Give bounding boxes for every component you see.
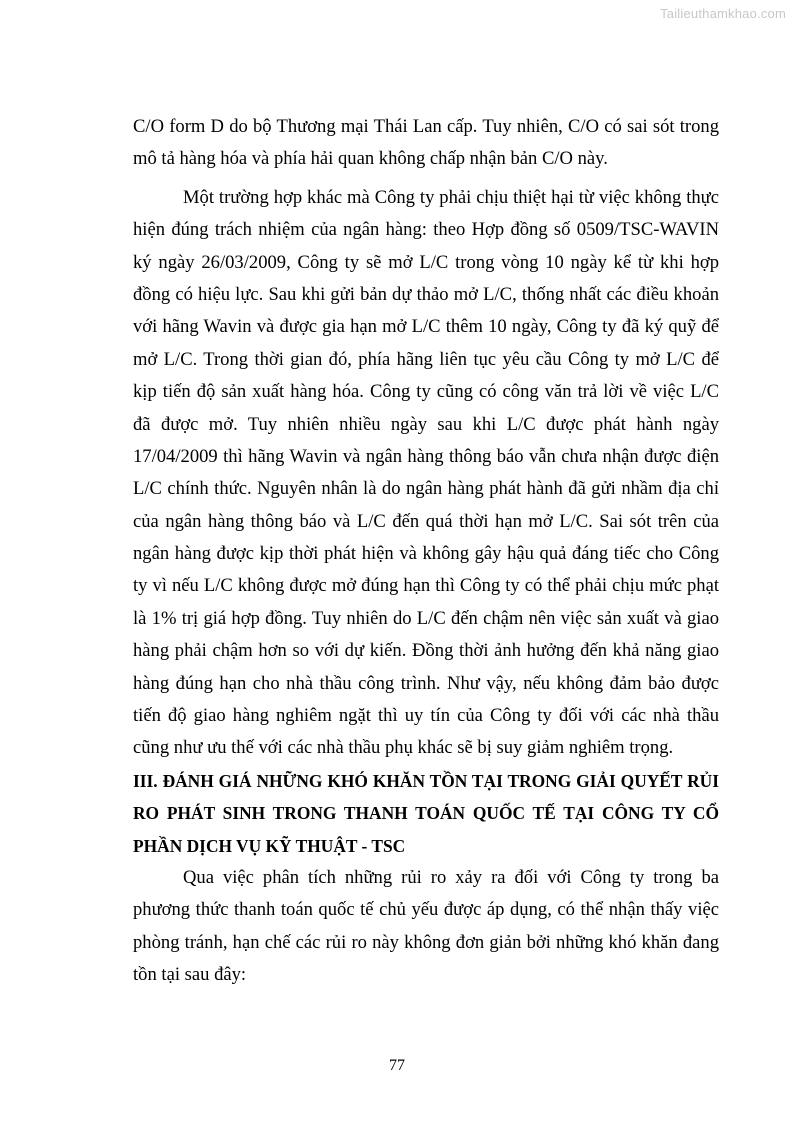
text-line: của ngân hàng thông báo và L/C đến quá thời hạn mở L/C. Sai sót trên của	[133, 510, 719, 532]
text-line: hàng phải chậm hơn so với dự kiến. Đồng thời ảnh hưởng đến khả năng giao	[133, 640, 719, 662]
paragraph-lc-case	[133, 182, 719, 765]
text-line: ty vì nếu L/C không được mở đúng hạn thì Công ty có thể phải chịu mức phạt	[133, 575, 719, 597]
section-heading	[133, 765, 719, 862]
text-line: L/C chính thức. Nguyên nhân là do ngân hàng phát hành đã gửi nhầm địa chỉ	[133, 478, 719, 500]
text-line: 17/04/2009 thì hãng Wavin và ngân hàng thông báo vẫn chưa nhận được điện	[133, 445, 719, 467]
text-line: tồn tại sau đây:	[133, 964, 247, 986]
text-line: ngân hàng được kịp thời phát hiện và không gây hậu quả đáng tiếc cho Công	[133, 543, 719, 565]
heading-line: III. ĐÁNH GIÁ NHỮNG KHÓ KHĂN TỒN TẠI TRONG GIẢI QUYẾT RỦI	[133, 770, 719, 791]
page-number: 77	[389, 1057, 405, 1074]
text-line: là 1% trị giá hợp đồng. Tuy nhiên do L/C đến chậm nên việc sản xuất và giao	[133, 607, 719, 629]
text-line: Một trường hợp khác mà Công ty phải chịu thiệt hại từ việc không thực	[183, 186, 719, 208]
text-line: kịp tiến độ sản xuất hàng hóa. Công ty cũng có công văn trả lời về việc L/C	[133, 381, 719, 403]
text-line: mở L/C. Trong thời gian đó, phía hãng liên tục yêu cầu Công ty mở L/C để	[133, 348, 719, 370]
paragraph-continuation	[133, 111, 719, 176]
text-line: C/O form D do bộ Thương mại Thái Lan cấp. Tuy nhiên, C/O có sai sót trong	[133, 116, 719, 137]
text-line: đã được mở. Tuy nhiên nhiều ngày sau khi L/C được phát hành ngày	[133, 413, 719, 435]
text-line: phương thức thanh toán quốc tế chủ yếu được áp dụng, có thể nhận thấy việc	[133, 899, 719, 921]
heading-line: RO PHÁT SINH TRONG THANH TOÁN QUỐC TẾ TẠI CÔNG TY CỔ	[133, 803, 719, 824]
text-line: tiến độ giao hàng nghiêm ngặt thì uy tín của Công ty đối với các nhà thầu	[133, 705, 719, 727]
watermark: Tailieuthamkhao.com	[660, 6, 786, 21]
text-line: phòng tránh, hạn chế các rủi ro này không đơn giản bởi những khó khăn đang	[133, 931, 719, 953]
heading-line: PHẦN DỊCH VỤ KỸ THUẬT - TSC	[133, 835, 406, 856]
text-line: mô tả hàng hóa và phía hải quan không chấp nhận bản C/O này.	[133, 148, 608, 170]
text-line: ký ngày 26/03/2009, Công ty sẽ mở L/C trong vòng 10 ngày kể từ khi hợp	[133, 251, 719, 273]
text-line: hiện đúng trách nhiệm của ngân hàng: theo Hợp đồng số 0509/TSC-WAVIN	[133, 219, 719, 241]
text-line: Qua việc phân tích những rủi ro xảy ra đối với Công ty trong ba	[183, 866, 719, 888]
paragraph-analysis	[133, 862, 719, 992]
text-line: cũng như ưu thế với các nhà thầu phụ khác sẽ bị suy giảm nghiêm trọng.	[133, 737, 674, 759]
page-body	[133, 111, 719, 992]
text-line: hàng đúng hạn cho nhà thầu công trình. Như vậy, nếu không đảm bảo được	[133, 672, 719, 694]
text-line: với hãng Wavin và được gia hạn mở L/C thêm 10 ngày, Công ty đã ký quỹ để	[133, 316, 719, 338]
text-line: đồng có hiệu lực. Sau khi gửi bản dự thảo mở L/C, thống nhất các điều khoản	[133, 283, 719, 305]
